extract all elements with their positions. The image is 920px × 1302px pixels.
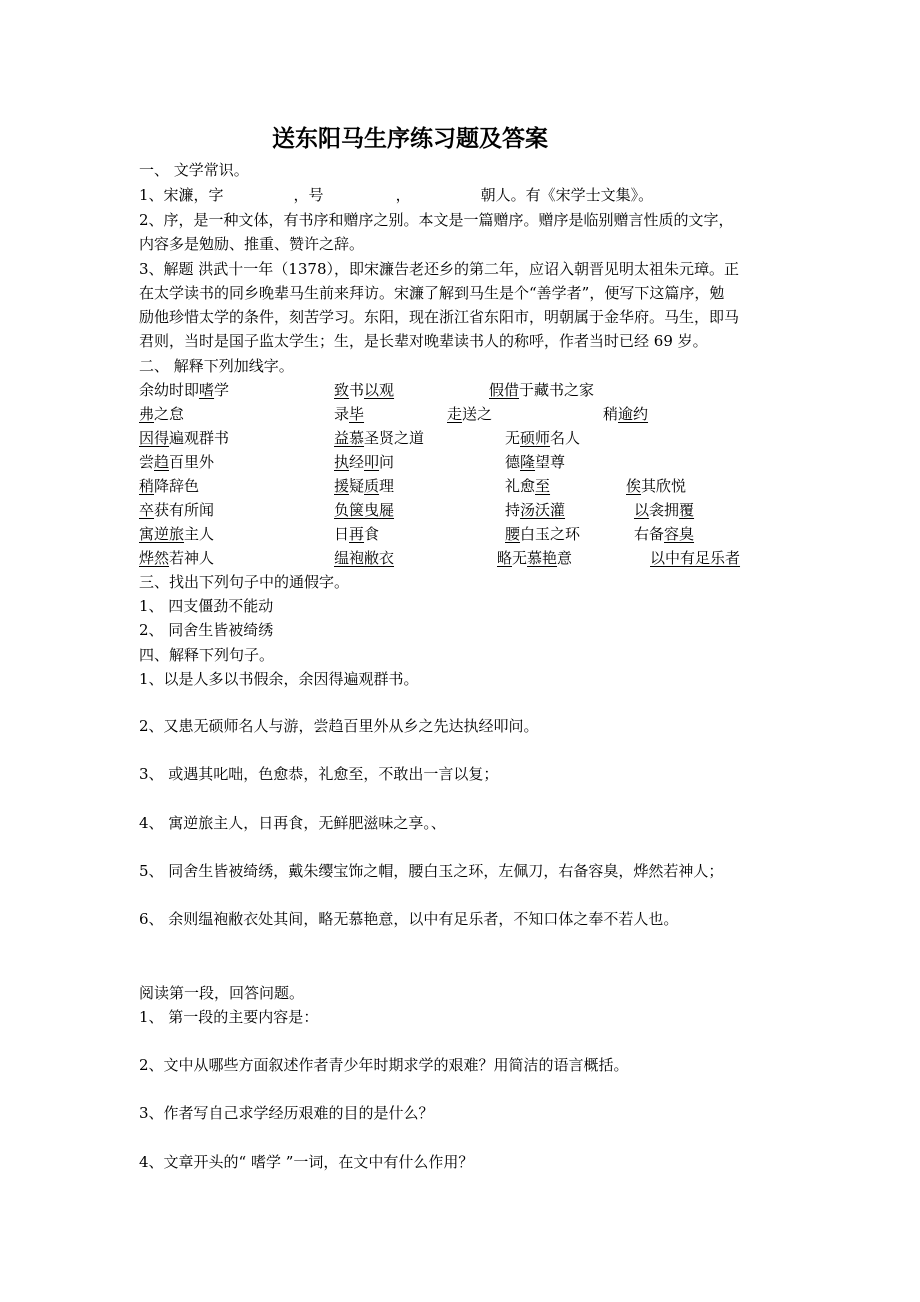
section-4-heading: 四、解释下列句子。 xyxy=(139,646,275,664)
vocab-item: 缊袍敝衣 xyxy=(334,549,395,567)
q1-text-c: ， xyxy=(395,186,411,204)
literary-knowledge-q1 xyxy=(139,185,653,205)
paragraph-line: 内容多是勉励、推重、赞许之辞。 xyxy=(139,235,365,253)
vocab-item: 以衾拥覆 xyxy=(634,501,695,519)
paragraph-line: 励他珍惜太学的条件，刻苦学习。东阳，现在浙江省东阳市，明朝属于金华府。马生，即马 xyxy=(139,308,740,326)
paragraph-line: 3、解题 洪武十一年（1378），即宋濂告老还乡的第二年，应诏入朝晋见明太祖朱元璋。正 xyxy=(139,260,739,278)
q1-text-b: ，号 xyxy=(293,186,324,204)
vocab-item: 致书以观 xyxy=(334,381,395,399)
vocab-item: 稍降辞色 xyxy=(139,477,200,495)
list-item: 3、 或遇其叱咄，色愈恭，礼愈至，不敢出一言以复； xyxy=(139,765,499,783)
vocab-item: 弗之怠 xyxy=(139,405,185,423)
vocab-item: 稍逾约 xyxy=(603,405,649,423)
list-item: 1、 四支僵劲不能动 xyxy=(139,597,274,615)
vocab-item: 卒获有所闻 xyxy=(139,501,215,519)
vocab-item: 俟其欣悦 xyxy=(626,477,687,495)
vocab-item: 录毕 xyxy=(334,405,365,423)
q1-text-a: 1、宋濂，字 xyxy=(139,186,224,204)
list-item: 3、作者写自己求学经历艰难的目的是什么？ xyxy=(139,1104,434,1122)
vocab-item: 腰白玉之环 xyxy=(505,525,581,543)
vocab-item: 无硕师名人 xyxy=(505,429,581,447)
vocab-item: 略无慕艳意 xyxy=(497,549,573,567)
paragraph-line: 君则，当时是国子监太学生；生，是长辈对晚辈读书人的称呼，作者当时已经 69 岁。 xyxy=(139,332,708,350)
vocab-item: 益慕圣贤之道 xyxy=(334,429,425,447)
vocab-item: 假借于藏书之家 xyxy=(489,381,595,399)
vocab-item: 以中有足乐者 xyxy=(650,549,741,567)
vocab-item: 因得遍观群书 xyxy=(139,429,230,447)
list-item: 4、 寓逆旅主人，日再食，无鲜肥滋味之享。、 xyxy=(139,814,446,832)
vocab-item: 走送之 xyxy=(447,405,493,423)
page-title: 送东阳马生序练习题及答案 xyxy=(272,125,548,152)
section-1-heading: 一、 文学常识。 xyxy=(139,161,249,179)
list-item: 1、 第一段的主要内容是： xyxy=(139,1008,319,1026)
vocab-item: 持汤沃灌 xyxy=(505,501,566,519)
list-item: 2、又患无硕师名人与游，尝趋百里外从乡之先达执经叩问。 xyxy=(139,717,539,735)
list-item: 1、以是人多以书假余，余因得遍观群书。 xyxy=(139,670,419,688)
list-item: 2、 同舍生皆被绮绣 xyxy=(139,621,274,639)
vocab-item: 日再食 xyxy=(334,525,380,543)
section-5-heading: 阅读第一段，回答问题。 xyxy=(139,984,305,1002)
vocab-item: 余幼时即嗜学 xyxy=(139,381,230,399)
vocab-item: 负箧曳屣 xyxy=(334,501,395,519)
vocab-item: 烨然若神人 xyxy=(139,549,215,567)
vocab-item: 寓逆旅主人 xyxy=(139,525,215,543)
vocab-item: 德隆望尊 xyxy=(505,453,566,471)
section-3-heading: 三、找出下列句子中的通假字。 xyxy=(139,573,350,591)
vocab-item: 尝趋百里外 xyxy=(139,453,215,471)
list-item: 6、 余则缊袍敝衣处其间，略无慕艳意，以中有足乐者，不知口体之奉不若人也。 xyxy=(139,910,679,928)
vocab-item: 执经叩问 xyxy=(334,453,395,471)
section-2-heading: 二、 解释下列加线字。 xyxy=(139,357,294,375)
list-item: 5、 同舍生皆被绮绣，戴朱缨宝饰之帽，腰白玉之环，左佩刀，右备容臭，烨然若神人； xyxy=(139,862,724,880)
vocab-item: 右备容臭 xyxy=(634,525,695,543)
list-item: 4、文章开头的“ 嗜学 ”一词，在文中有什么作用？ xyxy=(139,1153,474,1171)
list-item: 2、文中从哪些方面叙述作者青少年时期求学的艰难？用简洁的语言概括。 xyxy=(139,1056,629,1074)
vocab-item: 礼愈至 xyxy=(505,477,551,495)
q1-text-d: 朝人。有《宋学士文集》。 xyxy=(480,186,654,204)
paragraph-line: 在太学读书的同乡晚辈马生前来拜访。宋濂了解到马生是个“善学者”，便写下这篇序，勉 xyxy=(139,284,725,302)
paragraph-line: 2、序，是一种文体，有书序和赠序之别。本文是一篇赠序。赠序是临别赠言性质的文字， xyxy=(139,211,734,229)
vocab-item: 援疑质理 xyxy=(334,477,395,495)
